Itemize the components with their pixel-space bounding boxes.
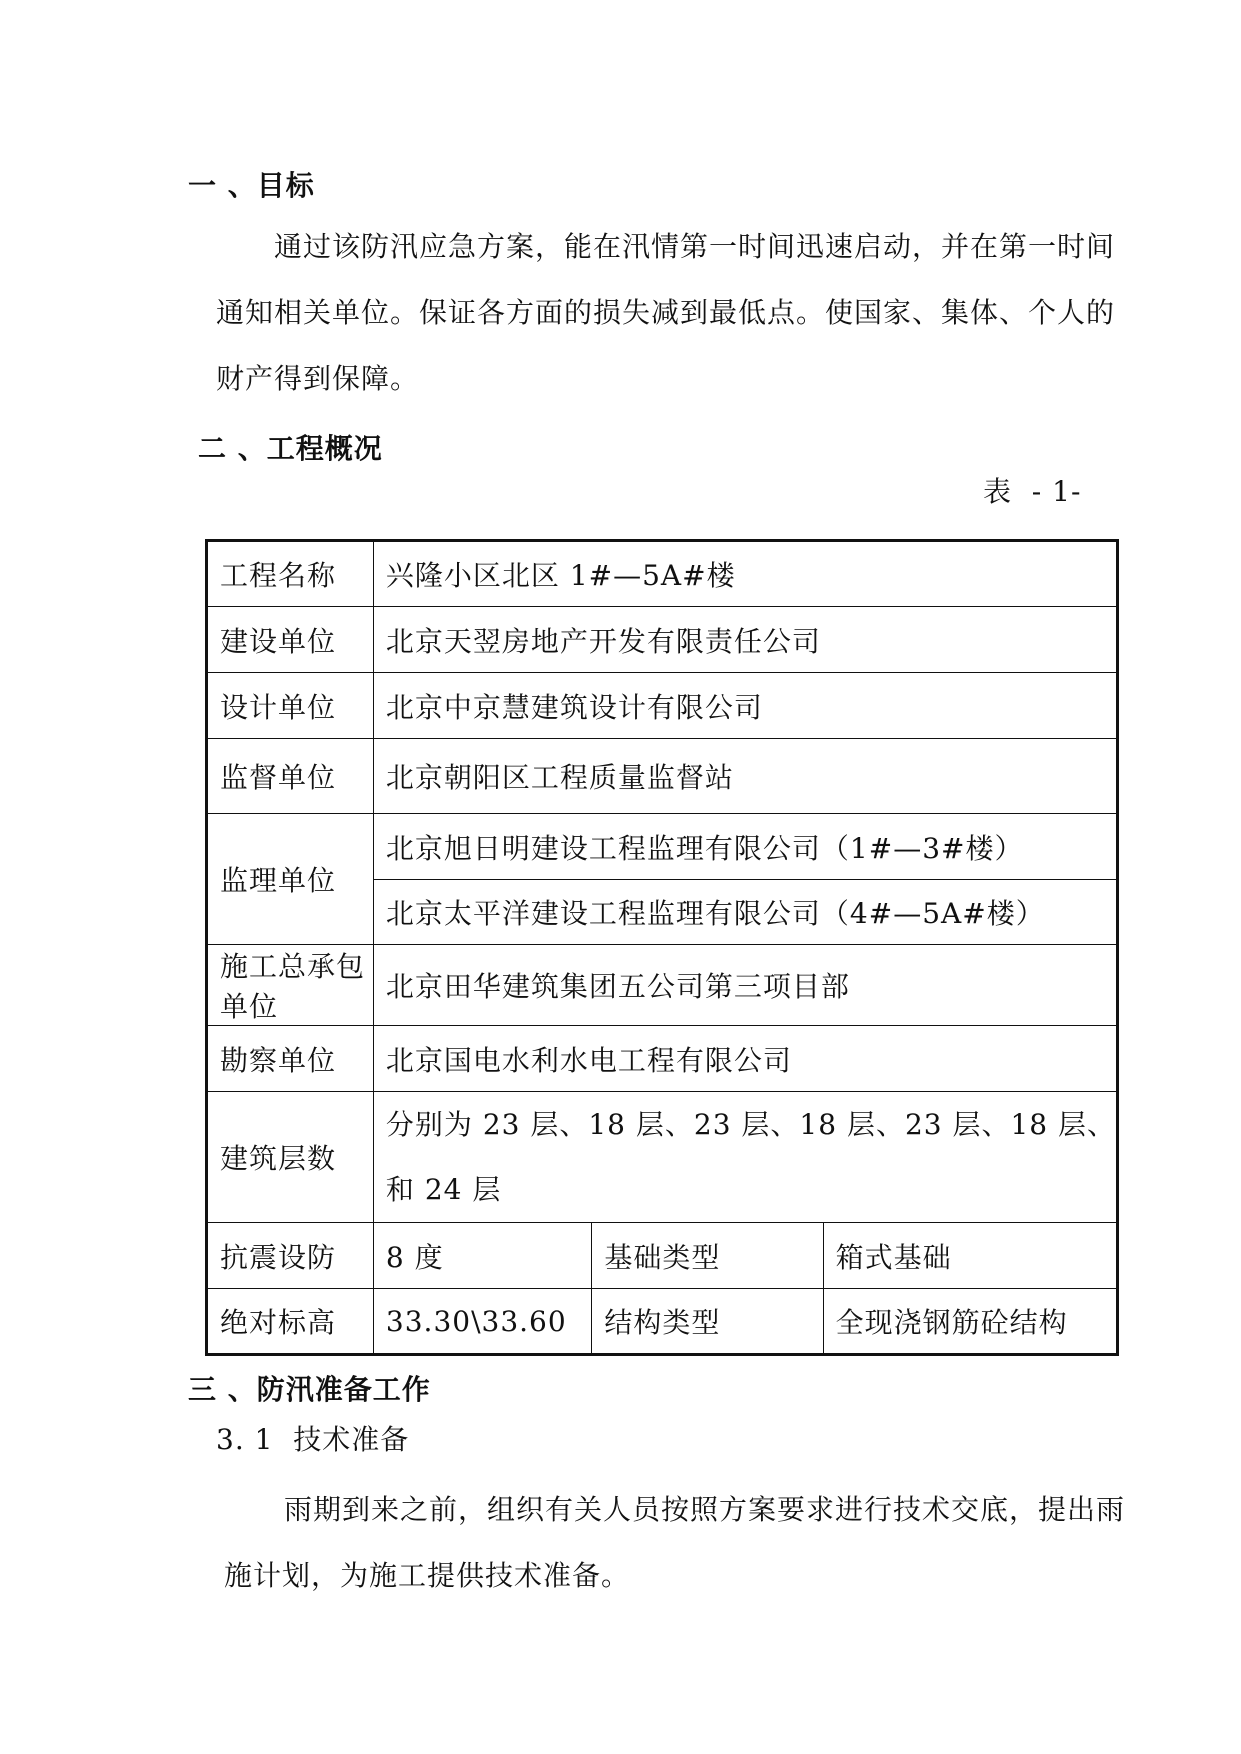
monitor-value-2: 北京太平洋建设工程监理有限公司（4#—5A#楼） xyxy=(373,880,1117,945)
structure-label: 结构类型 xyxy=(592,1289,823,1355)
monitor-label: 监理单位 xyxy=(207,814,374,945)
table-row xyxy=(207,673,1118,739)
table-caption: 表 - 1- xyxy=(983,475,1082,508)
builder-label: 建设单位 xyxy=(207,607,374,673)
section3-para-line2: 施计划，为施工提供技术准备。 xyxy=(224,1559,631,1592)
survey-value: 北京国电水利水电工程有限公司 xyxy=(373,1026,1117,1092)
table-row xyxy=(207,945,1118,1026)
section1-paragraph xyxy=(216,214,1126,412)
section1-para-line1: 通过该防汛应急方案，能在汛情第一时间迅速启动，并在第一时间 xyxy=(274,230,1116,263)
contractor-value: 北京田华建筑集团五公司第三项目部 xyxy=(373,945,1117,1026)
floors-value-line2: 和 24 层 xyxy=(385,1173,502,1206)
seismic-label: 抗震设防 xyxy=(207,1223,374,1289)
section3-heading: 三 、防汛准备工作 xyxy=(188,1373,431,1406)
table-row xyxy=(207,1289,1118,1355)
section3-para-line1: 雨期到来之前，组织有关人员按照方案要求进行技术交底，提出雨 xyxy=(284,1493,1126,1526)
project-overview-table xyxy=(205,539,1119,1356)
design-label: 设计单位 xyxy=(207,673,374,739)
project-name-label: 工程名称 xyxy=(207,541,374,607)
design-value: 北京中京慧建筑设计有限公司 xyxy=(373,673,1117,739)
section2-heading: 二 、工程概况 xyxy=(198,432,383,465)
floors-value-line1: 分别为 23 层、18 层、23 层、18 层、23 层、18 层、 xyxy=(385,1108,1116,1141)
elevation-value: 33.30\33.60 xyxy=(373,1289,592,1355)
floors-value xyxy=(373,1092,1117,1223)
foundation-value: 箱式基础 xyxy=(823,1223,1117,1289)
survey-label: 勘察单位 xyxy=(207,1026,374,1092)
section3-paragraph xyxy=(224,1477,1134,1609)
table-row xyxy=(207,1223,1118,1289)
elevation-label: 绝对标高 xyxy=(207,1289,374,1355)
seismic-value: 8 度 xyxy=(373,1223,592,1289)
project-name-value: 兴隆小区北区 1#—5A#楼 xyxy=(373,541,1117,607)
table-row xyxy=(207,739,1118,814)
floors-label: 建筑层数 xyxy=(207,1092,374,1223)
monitor-value-1: 北京旭日明建设工程监理有限公司（1#—3#楼） xyxy=(373,814,1117,880)
section1-para-line3: 财产得到保障。 xyxy=(216,362,420,395)
table-row xyxy=(207,1092,1118,1223)
table-row xyxy=(207,1026,1118,1092)
contractor-label: 施工总承包单位 xyxy=(207,945,374,1026)
section1-heading: 一 、目标 xyxy=(188,169,315,202)
table-row xyxy=(207,607,1118,673)
supervision-value: 北京朝阳区工程质量监督站 xyxy=(373,739,1117,814)
structure-value: 全现浇钢筋砼结构 xyxy=(823,1289,1117,1355)
supervision-label: 监督单位 xyxy=(207,739,374,814)
foundation-label: 基础类型 xyxy=(592,1223,823,1289)
table-row xyxy=(207,541,1118,607)
table-row xyxy=(207,814,1118,880)
section3-subheading: 3. 1 技术准备 xyxy=(216,1423,410,1456)
builder-value: 北京天翌房地产开发有限责任公司 xyxy=(373,607,1117,673)
section1-para-line2: 通知相关单位。保证各方面的损失减到最低点。使国家、集体、个人的 xyxy=(216,296,1116,329)
